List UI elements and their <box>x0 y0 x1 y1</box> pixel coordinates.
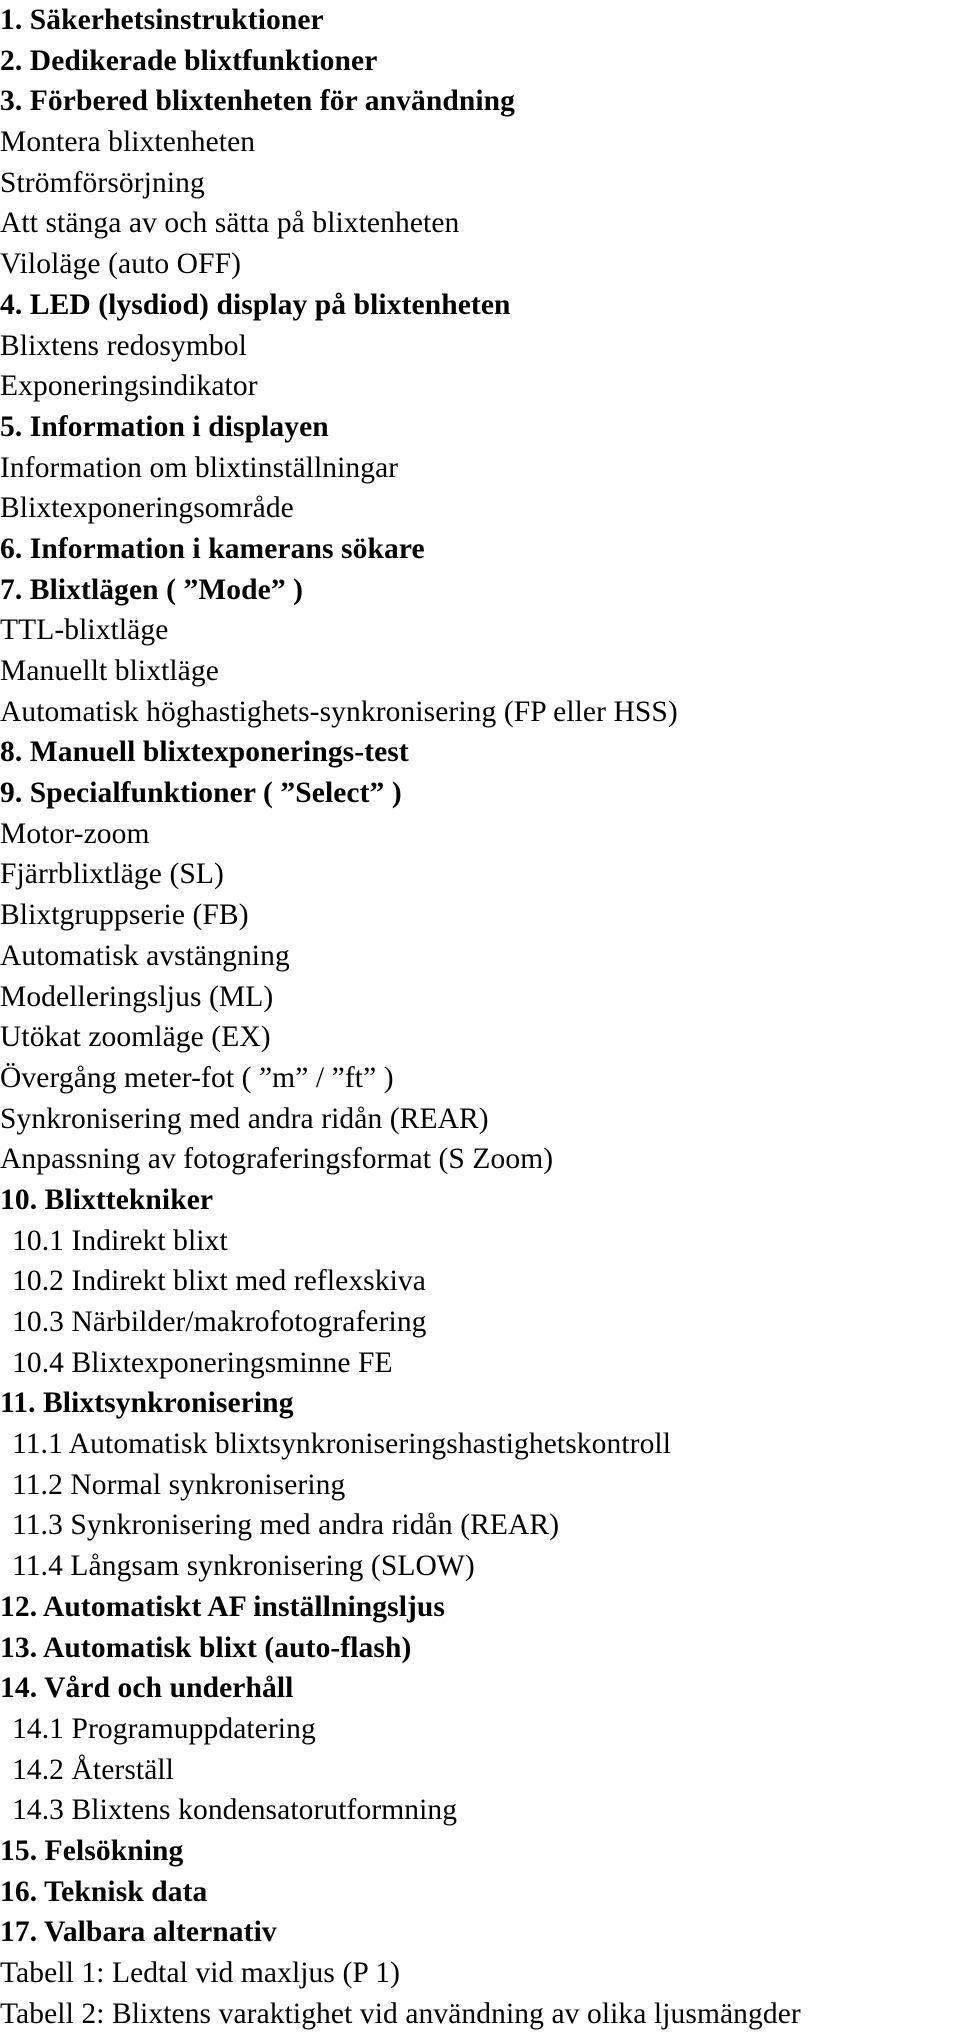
toc-item: Fjärrblixtläge (SL) <box>0 858 224 891</box>
toc-subsection-item: 11.1 Automatisk blixtsynkroniseringshastighetskontroll <box>12 1428 672 1461</box>
toc-subsection-item: 10.2 Indirekt blixt med reflexskiva <box>12 1265 426 1298</box>
toc-chapter-heading: 3. Förbered blixtenheten för användning <box>0 85 516 118</box>
toc-subsection-item: 14.1 Programuppdatering <box>12 1712 316 1745</box>
toc-item: Information om blixtinställningar <box>0 451 399 484</box>
toc-item: Övergång meter-fot ( ”m” / ”ft” ) <box>0 1061 394 1094</box>
toc-subsection-item: 11.4 Långsam synkronisering (SLOW) <box>12 1550 475 1583</box>
toc-chapter-heading: 13. Automatisk blixt (auto-flash) <box>0 1631 412 1664</box>
toc-item: Utökat zoomläge (EX) <box>0 1021 271 1054</box>
toc-chapter-heading: 4. LED (lysdiod) display på blixtenheten <box>0 288 511 321</box>
toc-subsection-item: 10.3 Närbilder/makrofotografering <box>12 1306 427 1338</box>
toc-item: Tabell 2: Blixtens varaktighet vid användning av olika ljusmängder <box>0 1997 801 2030</box>
toc-item: Exponeringsindikator <box>0 370 258 403</box>
toc-chapter-heading: 7. Blixtlägen ( ”Mode” ) <box>0 573 304 606</box>
toc-chapter-heading: 17. Valbara alternativ <box>0 1916 277 1949</box>
toc-item: Anpassning av fotograferingsformat (S Zoom) <box>0 1143 554 1176</box>
toc-chapter-heading: 5. Information i displayen <box>0 410 329 443</box>
toc-chapter-heading: 9. Specialfunktioner ( ”Select” ) <box>0 777 402 810</box>
toc-item: Blixtens redosymbol <box>0 329 247 362</box>
toc-item: Montera blixtenheten <box>0 126 256 159</box>
toc-item: Blixtexponeringsområde <box>0 492 294 525</box>
toc-chapter-heading: 14. Vård och underhåll <box>0 1672 294 1705</box>
toc-item: Automatisk höghastighets-synkronisering (FP eller HSS) <box>0 695 678 728</box>
toc-subsection-item: 14.2 Återställ <box>12 1753 174 1786</box>
toc-item: Automatisk avstängning <box>0 939 290 972</box>
toc-subsection-item: 14.3 Blixtens kondensatorutformning <box>12 1794 458 1827</box>
toc-chapter-heading: 10. Blixttekniker <box>0 1183 214 1216</box>
toc-item: Blixtgruppserie (FB) <box>0 899 249 932</box>
toc-item: TTL-blixtläge <box>0 614 169 647</box>
toc-item: Manuellt blixtläge <box>0 655 219 687</box>
toc-item: Viloläge (auto OFF) <box>0 248 242 281</box>
toc-item: Att stänga av och sätta på blixtenheten <box>0 207 460 240</box>
toc-chapter-heading: 11. Blixtsynkronisering <box>0 1387 294 1420</box>
toc-chapter-heading: 8. Manuell blixtexponerings-test <box>0 736 409 769</box>
toc-item: Synkronisering med andra ridån (REAR) <box>0 1102 489 1135</box>
toc-item: Strömförsörjning <box>0 166 205 199</box>
toc-item: Modelleringsljus (ML) <box>0 980 274 1013</box>
toc-subsection-item: 11.2 Normal synkronisering <box>12 1468 346 1501</box>
toc-chapter-heading: 15. Felsökning <box>0 1834 184 1867</box>
toc-chapter-heading: 6. Information i kamerans sökare <box>0 532 425 565</box>
toc-chapter-heading: 2. Dedikerade blixtfunktioner <box>0 44 378 77</box>
toc-chapter-heading: 1. Säkerhetsinstruktioner <box>0 4 324 36</box>
toc-chapter-heading: 16. Teknisk data <box>0 1875 208 1908</box>
toc-item: Motor-zoom <box>0 817 150 850</box>
toc-subsection-item: 10.1 Indirekt blixt <box>12 1224 228 1257</box>
toc-item: Tabell 1: Ledtal vid maxljus (P 1) <box>0 1957 401 1989</box>
toc-subsection-item: 10.4 Blixtexponeringsminne FE <box>12 1346 393 1379</box>
toc-subsection-item: 11.3 Synkronisering med andra ridån (REAR) <box>12 1509 560 1542</box>
toc-chapter-heading: 12. Automatiskt AF inställningsljus <box>0 1590 446 1623</box>
